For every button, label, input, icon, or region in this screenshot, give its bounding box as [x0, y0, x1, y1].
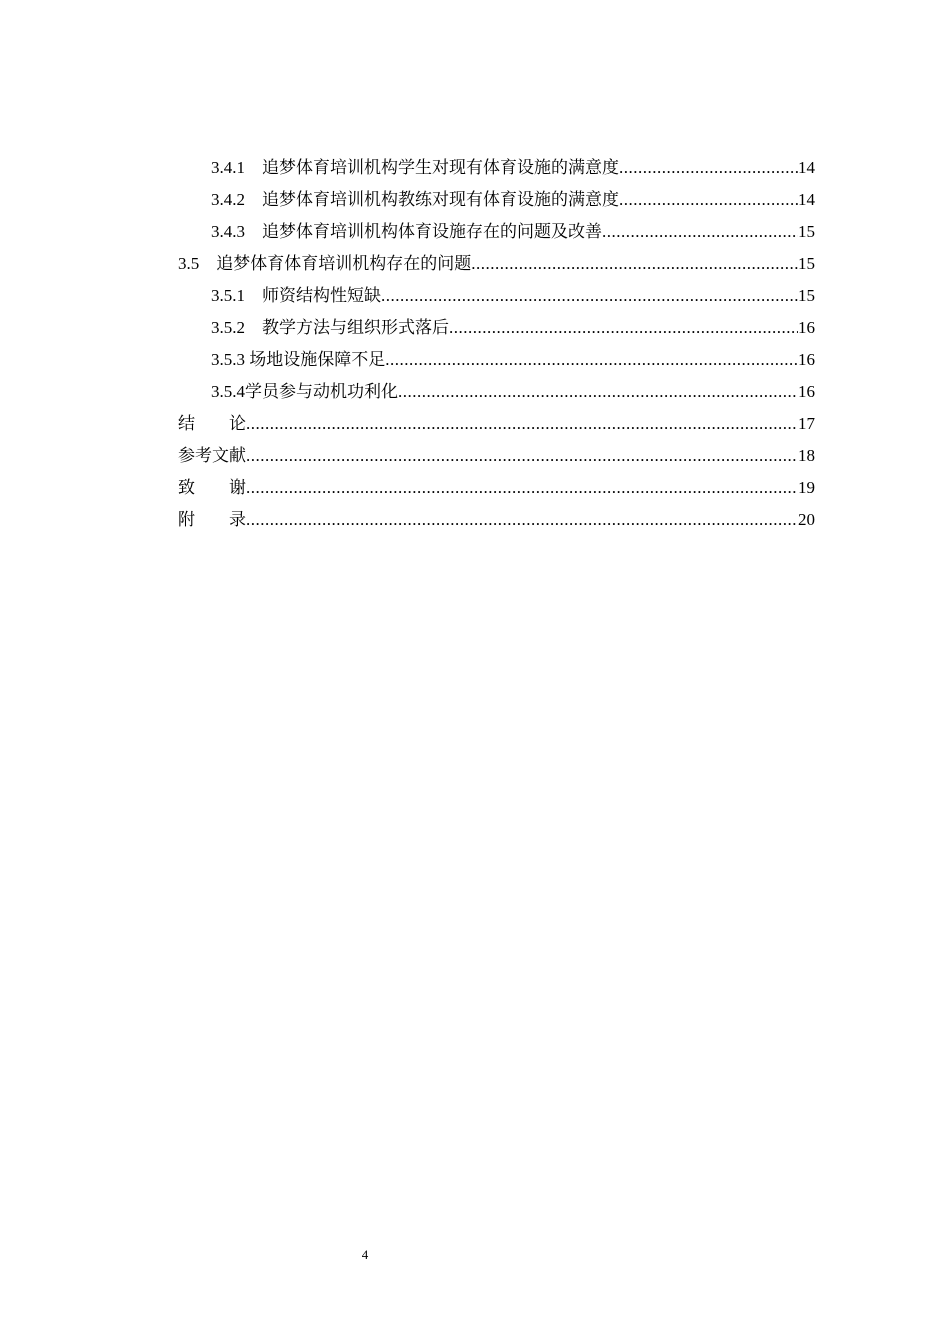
- toc-entry-page: 18: [798, 446, 815, 465]
- toc-dot-leader: [398, 376, 798, 408]
- toc-entry-title: 场地设施保障不足: [249, 350, 386, 369]
- toc-entry-separator: [245, 184, 262, 216]
- toc-entry-conclusion[interactable]: [178, 408, 815, 440]
- toc-entry-3-5-1[interactable]: [178, 280, 815, 312]
- toc-dot-leader: [246, 408, 798, 440]
- toc-entry-separator: [245, 280, 262, 312]
- toc-dot-leader: [246, 440, 798, 472]
- toc-entry-title: 追梦体育培训机构教练对现有体育设施的满意度: [262, 190, 619, 209]
- toc-entry-page: 15: [798, 254, 815, 273]
- toc-entry-page: 19: [798, 478, 815, 497]
- toc-entry-3-5[interactable]: [178, 248, 815, 280]
- toc-entry-number: 3.5.3: [211, 350, 245, 369]
- toc-entry-page: 16: [798, 382, 815, 401]
- toc-entry-title: 附 录: [178, 510, 246, 530]
- toc-dot-leader: [381, 280, 798, 312]
- toc-entry-number: 3.5.2: [211, 318, 245, 337]
- page-number: 4: [361, 1247, 369, 1262]
- toc-entry-number: 3.4.1: [211, 158, 245, 177]
- toc-entry-title: 追梦体育培训机构体育设施存在的问题及改善: [262, 222, 602, 241]
- toc-entry-page: 16: [798, 318, 815, 337]
- toc-dot-leader: [602, 216, 798, 248]
- toc-entry-separator: [245, 216, 262, 248]
- toc-entry-title: 致 谢: [178, 478, 246, 498]
- toc-dot-leader: [471, 248, 798, 280]
- toc-entry-page: 15: [798, 286, 815, 305]
- toc-dot-leader: [246, 472, 798, 504]
- toc-entry-title: 师资结构性短缺: [262, 286, 381, 305]
- table-of-contents: [178, 152, 815, 536]
- toc-dot-leader: [619, 152, 798, 184]
- toc-entry-3-5-4[interactable]: [178, 376, 815, 408]
- toc-entry-number: 3.5: [178, 254, 200, 273]
- toc-entry-3-4-1[interactable]: [178, 152, 815, 184]
- toc-entry-number: 3.4.3: [211, 222, 245, 241]
- toc-entry-title: 追梦体育体育培训机构存在的问题: [216, 254, 472, 273]
- toc-entry-separator: [245, 152, 262, 184]
- toc-entry-page: 14: [798, 190, 815, 209]
- toc-dot-leader: [619, 184, 798, 216]
- toc-entry-3-4-3[interactable]: [178, 216, 815, 248]
- toc-entry-separator: [199, 248, 216, 280]
- toc-entry-title: 学员参与动机功利化: [245, 382, 398, 401]
- toc-entry-separator: [245, 312, 262, 344]
- toc-entry-number: 3.4.2: [211, 190, 245, 209]
- toc-entry-page: 16: [798, 350, 815, 369]
- toc-dot-leader: [449, 312, 798, 344]
- toc-entry-page: 15: [798, 222, 815, 241]
- toc-entry-3-4-2[interactable]: [178, 184, 815, 216]
- toc-entry-page: 17: [798, 414, 815, 433]
- toc-dot-leader: [385, 344, 798, 376]
- toc-entry-3-5-3[interactable]: [178, 344, 815, 376]
- toc-entry-references[interactable]: [178, 440, 815, 472]
- toc-entry-number: 3.5.4: [211, 382, 245, 401]
- toc-dot-leader: [246, 504, 798, 536]
- toc-entry-acknowledgements[interactable]: [178, 472, 815, 504]
- toc-entry-title: 参考文献: [178, 446, 246, 466]
- toc-entry-page: 20: [798, 510, 815, 529]
- toc-entry-title: 结 论: [178, 414, 246, 434]
- toc-entry-title: 追梦体育培训机构学生对现有体育设施的满意度: [262, 158, 619, 177]
- toc-entry-number: 3.5.1: [211, 286, 245, 305]
- toc-entry-page: 14: [798, 158, 815, 177]
- toc-entry-title: 教学方法与组织形式落后: [262, 318, 449, 337]
- toc-entry-appendix[interactable]: [178, 504, 815, 536]
- toc-entry-3-5-2[interactable]: [178, 312, 815, 344]
